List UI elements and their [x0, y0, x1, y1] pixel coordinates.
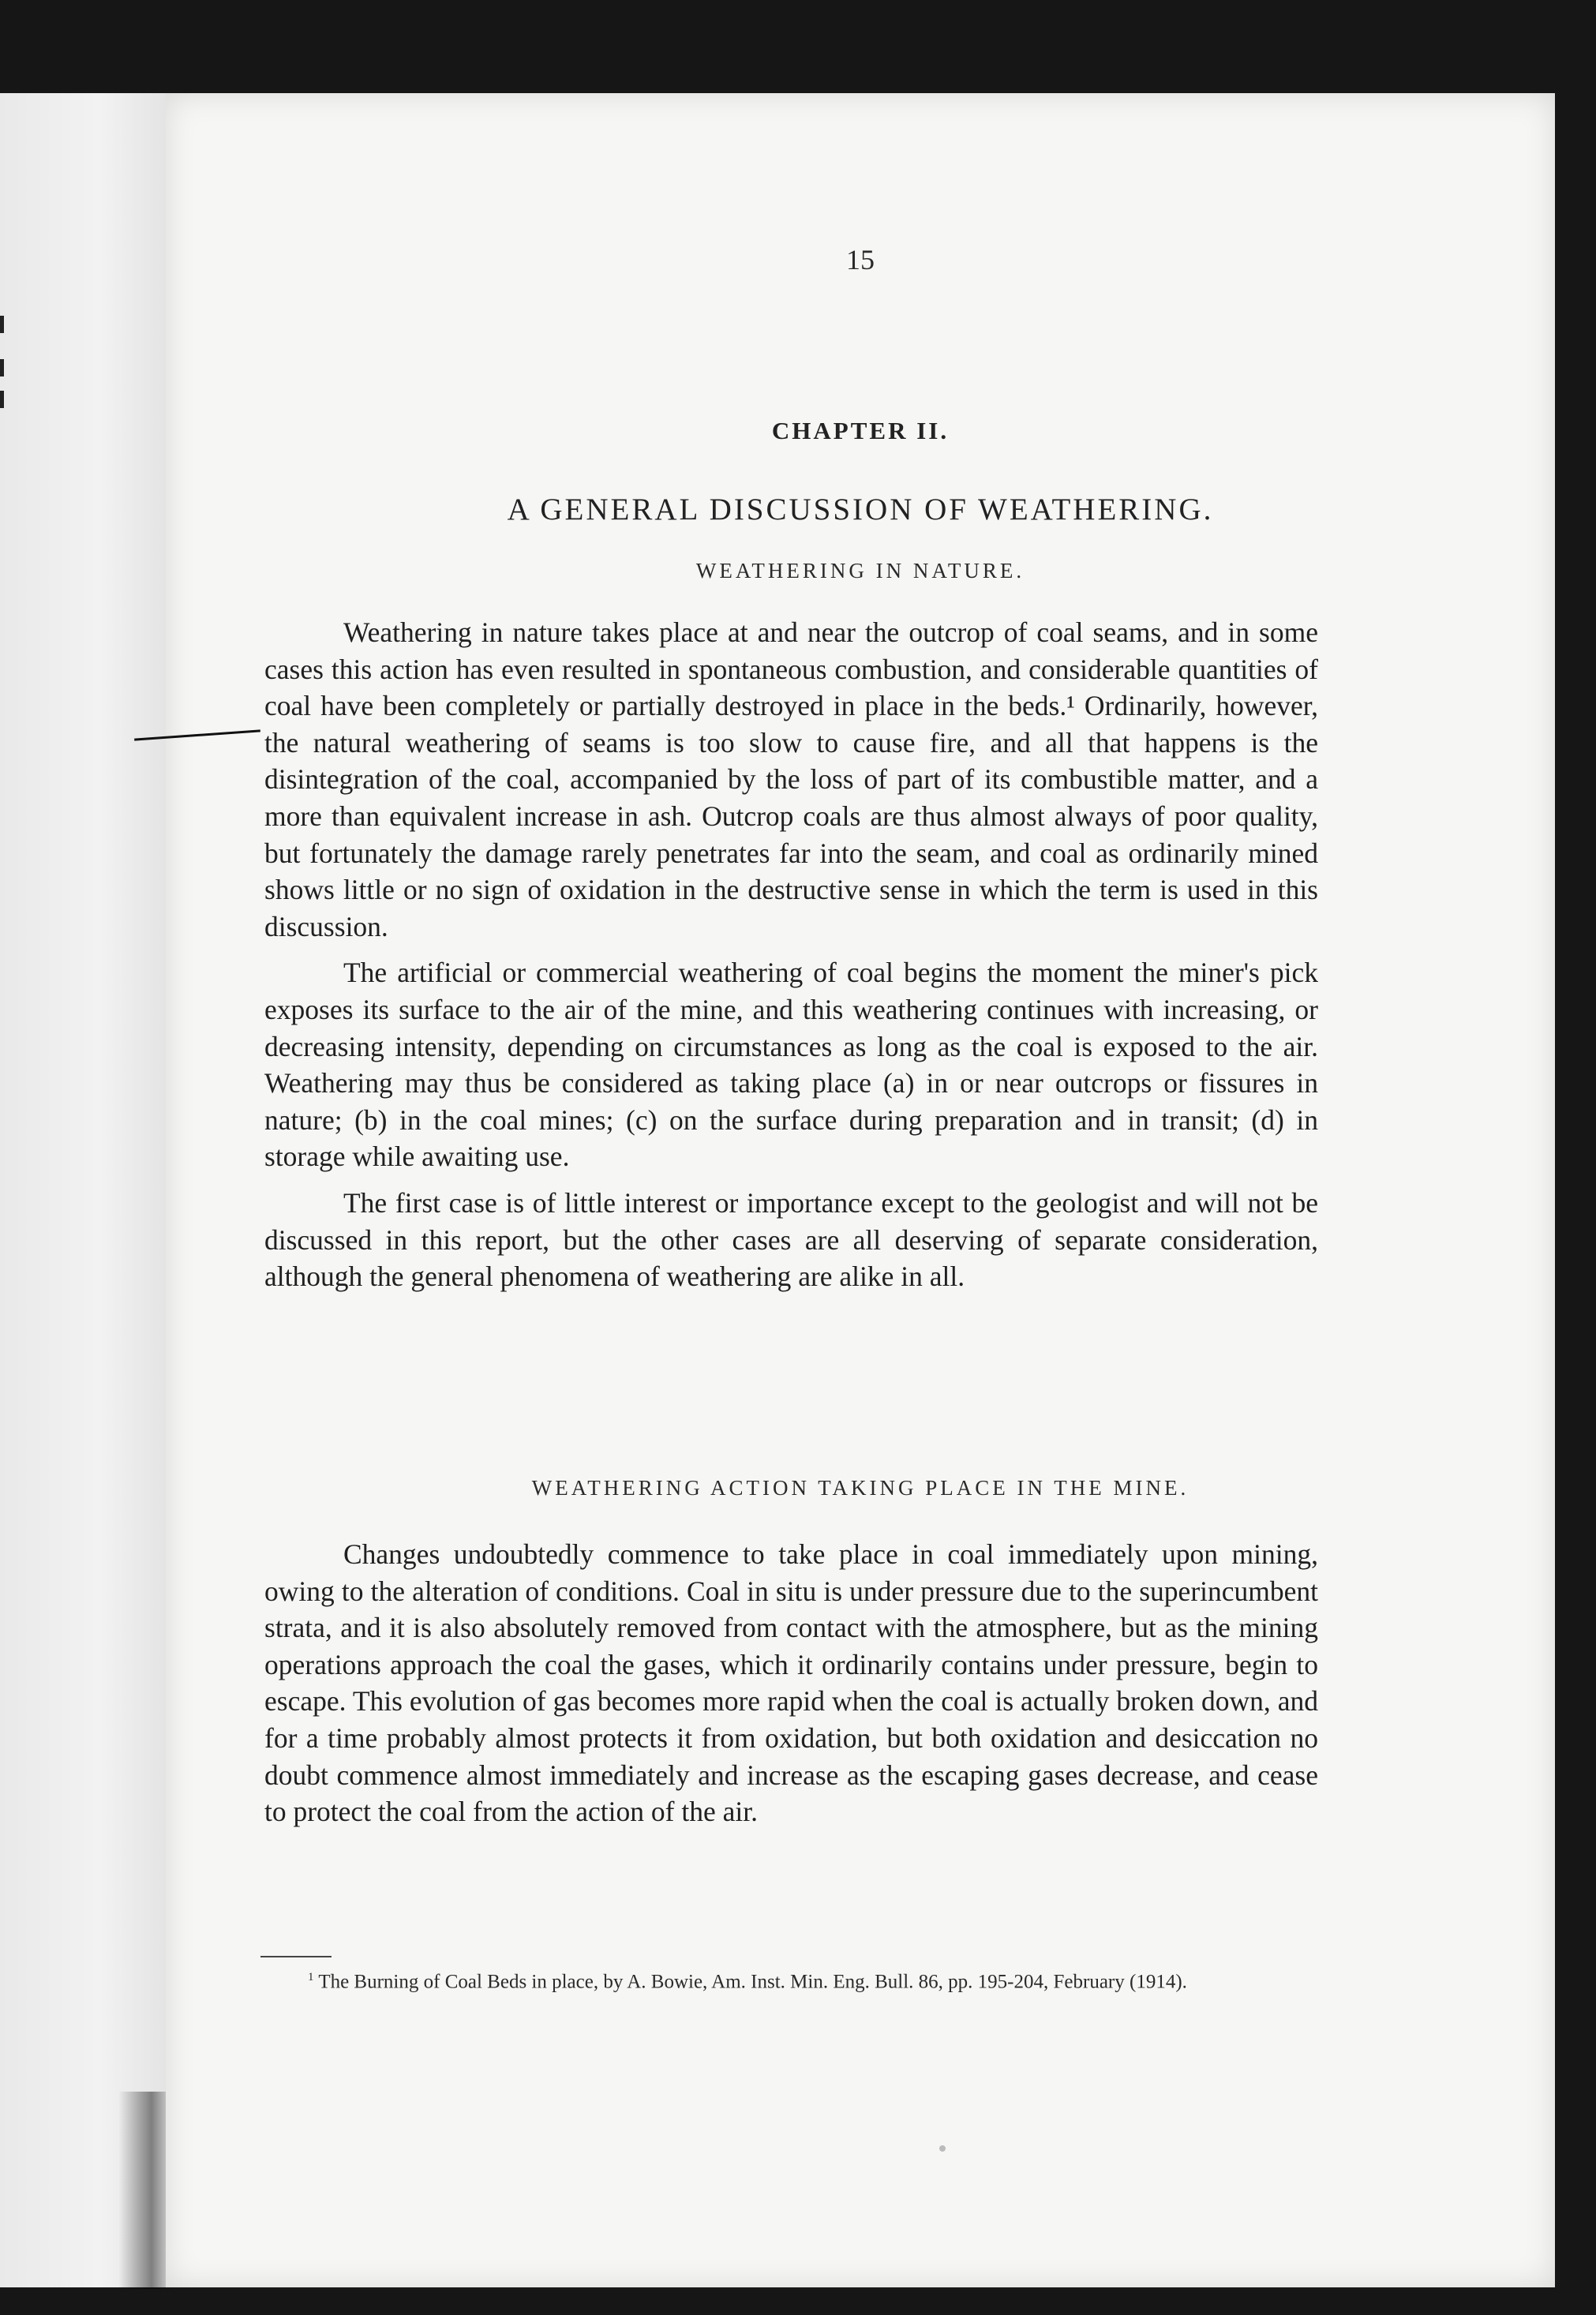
page-number: 15 — [846, 244, 875, 275]
main-heading: A GENERAL DISCUSSION OF WEATHERING. — [507, 493, 1214, 526]
paragraph: The artificial or commercial weathering of coal begins the moment the miner's pick exposes its surface to the air of the mine, and this weathering continues with increasing, or decreasing intensity, depending on circumstances as long as the coal is exposed to the air. Weathering may thus be considered as taking place (a) in or near outcrops or fissures in nature; (b) in the coal mines; (c) on the surface during preparation and in transit; (d) in storage while awaiting use. — [264, 957, 1318, 1173]
section-body-mine — [264, 1536, 1318, 1840]
chapter-title: CHAPTER II. — [771, 417, 950, 444]
edge-mark — [0, 359, 4, 376]
facing-page-edge — [0, 93, 166, 2287]
section-heading-mine: WEATHERING ACTION TAKING PLACE IN THE MINE. — [531, 1476, 1190, 1500]
paragraph: Changes undoubtedly commence to take place in coal immediately upon mining, owing to the alteration of conditions. Coal in situ is under pressure due to the superincumbent strata, and it is also absolutely removed from contact with the atmosphere, but as the mining operations approach the coal the gases, which it ordinarily contains under pressure, begin to escape. This evolution of gas becomes more rapid when the coal is actually broken down, and for a time probably almost protects it from oxidation, but both oxidation and desiccation no doubt commence almost immediately and increase as the escaping gases decrease, and cease to protect the coal from the action of the air. — [264, 1538, 1318, 1828]
footnote-rule — [260, 1956, 332, 1957]
paragraph: The first case is of little interest or importance except to the geologist and will not be discussed in this report, but the other cases are all deserving of separate consideration, although the general phenomena of weathering are alike in all. — [264, 1186, 1318, 1293]
footnote — [264, 1965, 1318, 1994]
book-page — [166, 93, 1555, 2287]
footnote-marker: 1 — [308, 1971, 314, 1983]
paragraph: Weathering in nature takes place at and near the outcrop of coal seams, and in some cases this action has even resulted in spontaneous combustion, and considerable quantities of coal have been completely or partially destroyed in place in the beds.¹ Ordinarily, however, the natural weathering of seams is too slow to cause fire, and all that happens is the disintegration of the coal, accompanied by the loss of part of its combustible matter, and a more than equivalent increase in ash. Outcrop coals are thus almost always of poor quality, but fortunately the damage rarely penetrates far into the seam, and coal as ordinarily mined shows little or no sign of oxidation in the destructive sense in which the term is used in this discussion. — [264, 616, 1318, 942]
edge-mark — [0, 316, 4, 333]
paper-speck — [939, 2145, 946, 2152]
section-heading-nature: WEATHERING IN NATURE. — [695, 559, 1025, 582]
section-body-nature — [264, 614, 1318, 1305]
edge-mark — [0, 391, 4, 408]
footnote-text: The Burning of Coal Beds in place, by A. Bowie, Am. Inst. Min. Eng. Bull. 86, pp. 195-204, February (1914). — [318, 1971, 1187, 1993]
